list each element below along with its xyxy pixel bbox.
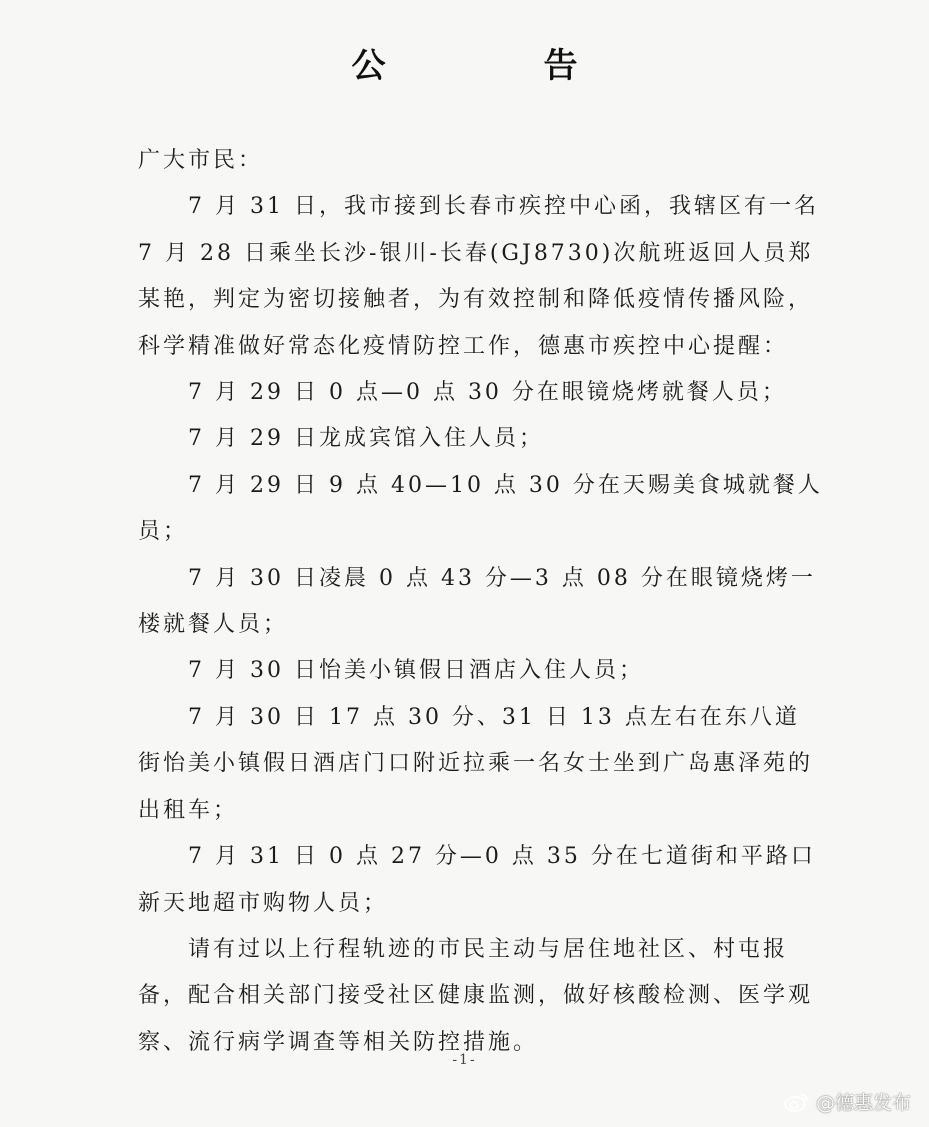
- salutation: 广大市民：: [138, 148, 264, 173]
- page-number: -1-: [452, 1052, 477, 1068]
- paragraph-closing: 请有过以上行程轨迹的市民主动与居住地社区、村屯报备，配合相关部门接受社区健康监测，做好核酸检测、医学观察、流行病学调查等相关防控措施。: [138, 936, 814, 1055]
- paragraph-item-7: 7 月 31 日 0 点 27 分—0 点 35 分在七道街和平路口新天地超市购物人员；: [138, 844, 816, 916]
- paragraph-item-6: 7 月 30 日 17 点 30 分、31 日 13 点左右在东八道街怡美小镇假日酒店门口附近拉乘一名女士坐到广岛惠泽苑的出租车；: [138, 704, 814, 823]
- page-title: 公 告: [351, 46, 640, 86]
- paragraph-item-4: 7 月 30 日凌晨 0 点 43 分—3 点 08 分在眼镜烧烤一楼就餐人员；: [138, 565, 816, 638]
- watermark-text: @德惠发布: [815, 1092, 911, 1114]
- paragraph-item-2: 7 月 29 日龙成宾馆入住人员；: [188, 426, 544, 452]
- paragraph-item-1: 7 月 29 日 0 点—0 点 30 分在眼镜烧烤就餐人员；: [188, 380, 787, 406]
- weibo-icon: [784, 1092, 810, 1112]
- paragraph-item-3: 7 月 29 日 9 点 40—10 点 30 分在天赐美食城就餐人员；: [138, 472, 823, 545]
- announcement-body: [138, 138, 823, 1066]
- paragraph-intro: 7 月 31 日，我市接到长春市疾控中心函，我辖区有一名 7 月 28 日乘坐长沙-银川-长春(GJ8730)次航班返回人员郑某艳，判定为密切接触者，为有效控制和降低疫情传播风险，科学精准做好常态化疫情防控工作，德惠市疾控中心提醒：: [138, 194, 819, 359]
- paragraph-item-5: 7 月 30 日怡美小镇假日酒店入住人员；: [188, 658, 644, 684]
- weibo-watermark: [784, 1088, 911, 1115]
